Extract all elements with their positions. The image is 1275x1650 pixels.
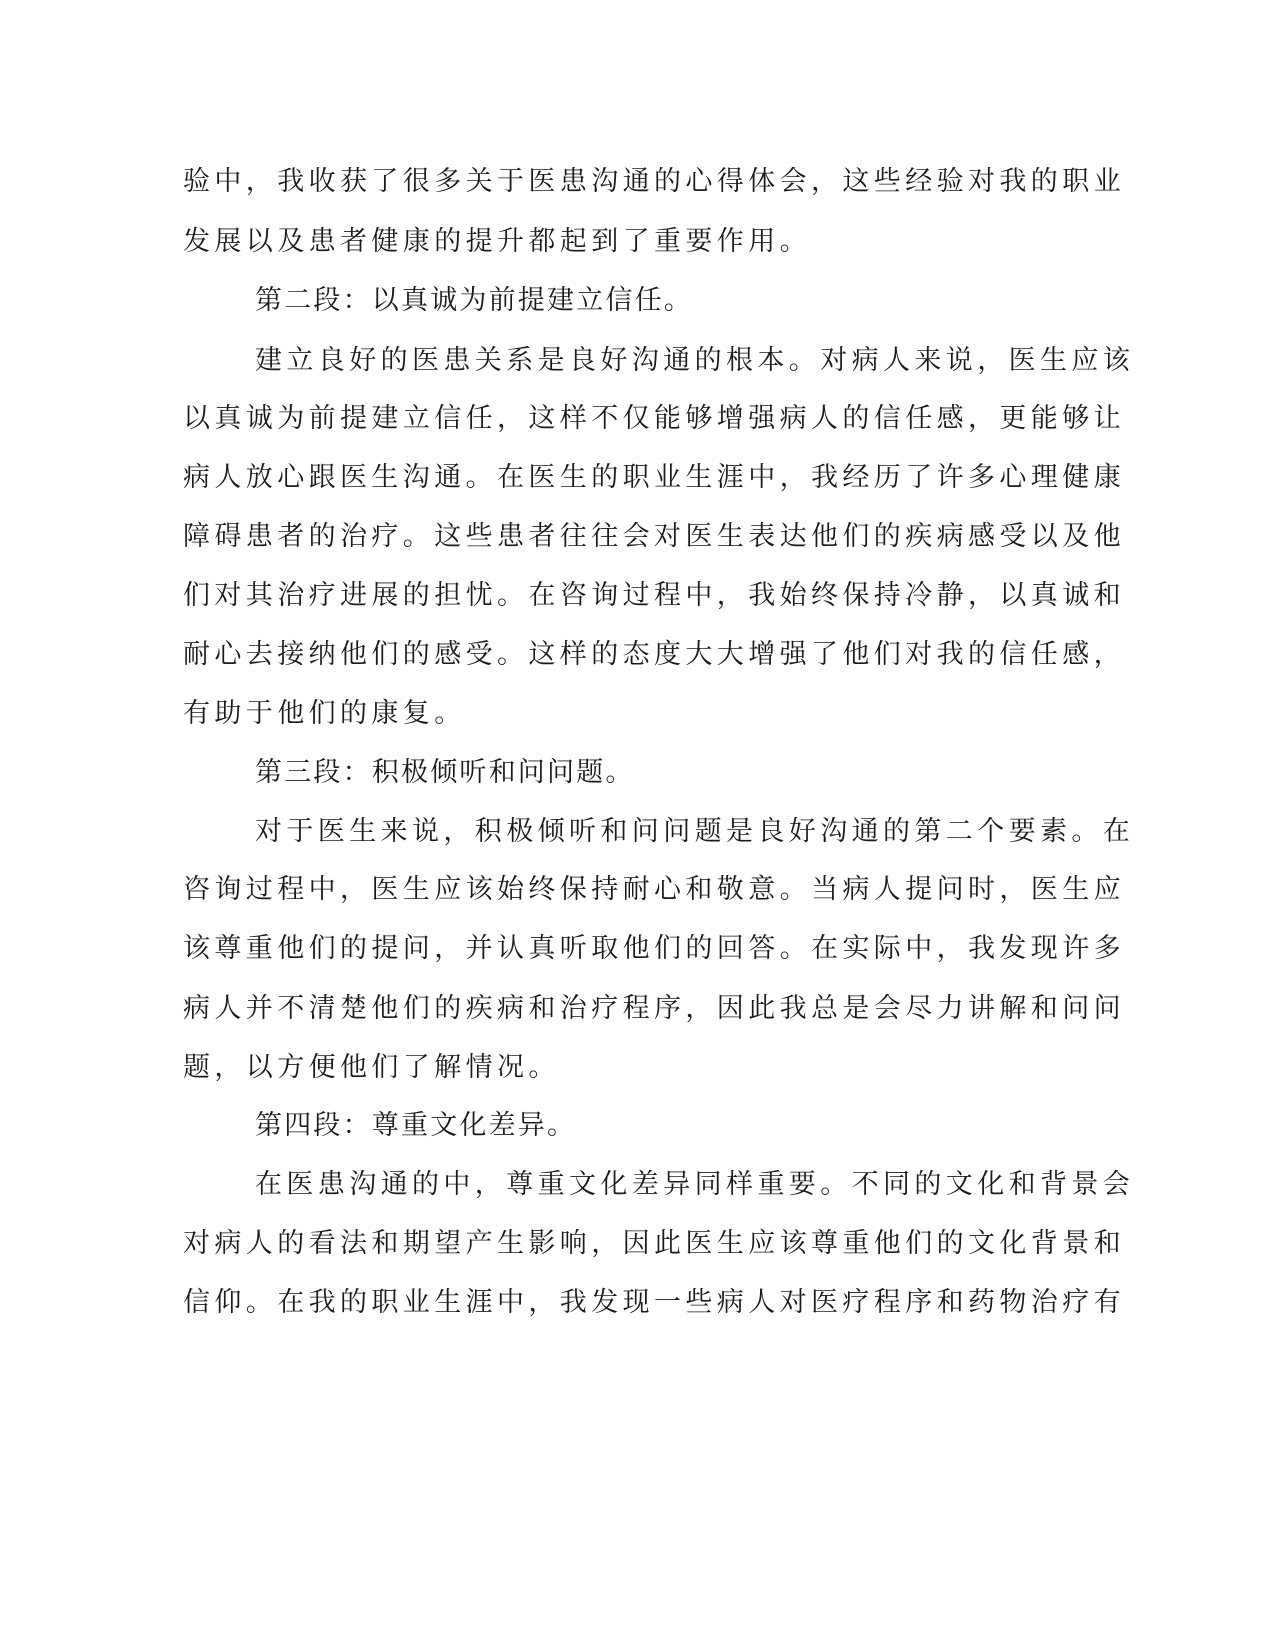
text-line: 病人并不清楚他们的疾病和治疗程序，因此我总是会尽力讲解和问问 xyxy=(183,993,1125,1024)
section-heading-4: 第四段：尊重文化差异。 xyxy=(255,1110,577,1141)
text-line: 题，以方便他们了解情况。 xyxy=(183,1052,560,1083)
text-line: 咨询过程中，医生应该始终保持耐心和敬意。当病人提问时，医生应 xyxy=(183,874,1125,905)
text-line: 信仰。在我的职业生涯中，我发现一些病人对医疗程序和药物治疗有 xyxy=(183,1287,1125,1318)
text-line: 们对其治疗进展的担忧。在咨询过程中，我始终保持冷静，以真诚和 xyxy=(183,580,1125,611)
text-line: 有助于他们的康复。 xyxy=(183,698,466,729)
text-line: 验中，我收获了很多关于医患沟通的心得体会，这些经验对我的职业 xyxy=(183,166,1125,197)
text-line: 发展以及患者健康的提升都起到了重要作用。 xyxy=(183,226,811,257)
text-line: 以真诚为前提建立信任，这样不仅能够增强病人的信任感，更能够让 xyxy=(183,403,1125,434)
text-line: 该尊重他们的提问，并认真听取他们的回答。在实际中，我发现许多 xyxy=(183,933,1125,964)
text-line: 对于医生来说，积极倾听和问问题是良好沟通的第二个要素。在 xyxy=(255,816,1135,847)
text-line: 建立良好的医患关系是良好沟通的根本。对病人来说，医生应该 xyxy=(255,345,1135,376)
text-line: 障碍患者的治疗。这些患者往往会对医生表达他们的疾病感受以及他 xyxy=(183,521,1125,552)
text-line: 对病人的看法和期望产生影响，因此医生应该尊重他们的文化背景和 xyxy=(183,1228,1125,1259)
text-line: 耐心去接纳他们的感受。这样的态度大大增强了他们对我的信任感， xyxy=(183,639,1125,670)
text-line: 病人放心跟医生沟通。在医生的职业生涯中，我经历了许多心理健康 xyxy=(183,462,1125,493)
section-heading-3: 第三段：积极倾听和问问题。 xyxy=(255,757,635,788)
section-heading-2: 第二段：以真诚为前提建立信任。 xyxy=(255,285,693,316)
text-line: 在医患沟通的中，尊重文化差异同样重要。不同的文化和背景会 xyxy=(255,1169,1135,1200)
